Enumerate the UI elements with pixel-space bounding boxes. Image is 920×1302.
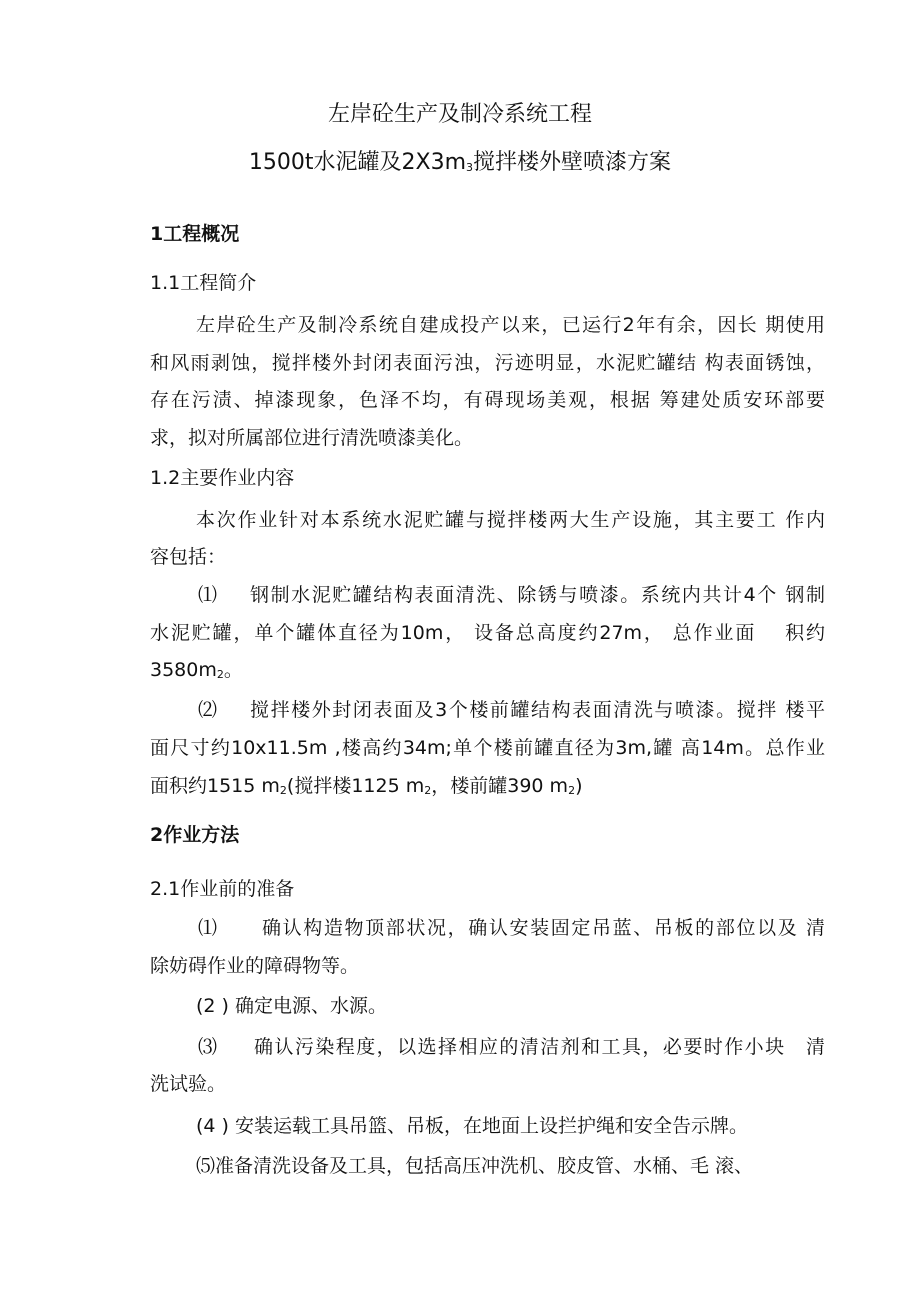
list-item-line: 确认污染程度，以选择相应的清洁剂和工具，必要时作小块 清 — [254, 1036, 825, 1058]
paragraph-line: 和风雨剥蚀，搅拌楼外封闭表面污浊，污迹明显，水泥贮罐结 构表面锈蚀， — [150, 352, 825, 374]
paragraph-line: 本次作业针对本系统水泥贮罐与搅拌楼两大生产设施，其主要工 作内 — [196, 509, 825, 531]
list-item-line: 水泥贮罐，单个罐体直径为10m， 设备总高度约27m， 总作业面 积约 — [150, 622, 825, 644]
subsection-heading: 2.1作业前的准备 — [150, 878, 295, 900]
paragraph-line: 左岸砼生产及制冷系统自建成投产以来，已运行2年有余，因长 期使用 — [196, 314, 825, 336]
paragraph-line: 存在污渍、掉漆现象，色泽不均，有碍现场美观，根据 筹建处质安环部要 — [150, 389, 825, 411]
paragraph-line: 容包括： — [150, 546, 227, 568]
list-item-line: 洗试验。 — [150, 1073, 227, 1095]
list-item-line: (4 ) 安装运载工具吊篮、吊板，在地面上设拦护绳和安全告示牌。 — [196, 1115, 748, 1137]
section-heading: 2作业方法 — [150, 824, 240, 846]
list-item-line: $3580m_2$。 — [150, 659, 243, 681]
paragraph-line: 求，拟对所属部位进行清洗喷漆美化。 — [150, 427, 474, 449]
subsection-heading: 1.2主要作业内容 — [150, 467, 295, 489]
list-marker: ⑶ — [198, 1036, 218, 1058]
list-item-line: (2 ) 确定电源、水源。 — [196, 995, 387, 1017]
document-subtitle: 1500t水泥罐及$2X3m_3$搅拌楼外壁喷漆方案 — [248, 150, 672, 175]
document-title: 左岸砼生产及制冷系统工程 — [327, 102, 592, 127]
list-item-line: 钢制水泥贮罐结构表面清洗、除锈与喷漆。系统内共计4个 钢制 — [250, 584, 825, 606]
list-marker: ⑴ — [198, 584, 218, 606]
list-item-line: 面积约1515 $m_2$(搅拌楼1125 $m_2$，楼前罐390 $m_2$) — [150, 775, 583, 797]
list-item-line: ⑸准备清洗设备及工具，包括高压冲洗机、胶皮管、水桶、毛 滚、 — [196, 1155, 754, 1177]
list-item-line: 搅拌楼外封闭表面及3个楼前罐结构表面清洗与喷漆。搅拌 楼平 — [250, 699, 825, 721]
list-item-line: 除妨碍作业的障碍物等。 — [150, 955, 360, 977]
list-marker: ⑴ — [198, 917, 218, 939]
subsection-heading: 1.1工程简介 — [150, 272, 257, 294]
list-item-line: 面尺寸约10x11.5m ,楼高约34m;单个楼前罐直径为3m,罐 高14m。总作业 — [150, 737, 825, 759]
section-heading: 1工程概况 — [150, 223, 240, 245]
list-marker: ⑵ — [198, 699, 218, 721]
list-item-line: 确认构造物顶部状况，确认安装固定吊蓝、吊板的部位以及 清 — [262, 917, 825, 939]
